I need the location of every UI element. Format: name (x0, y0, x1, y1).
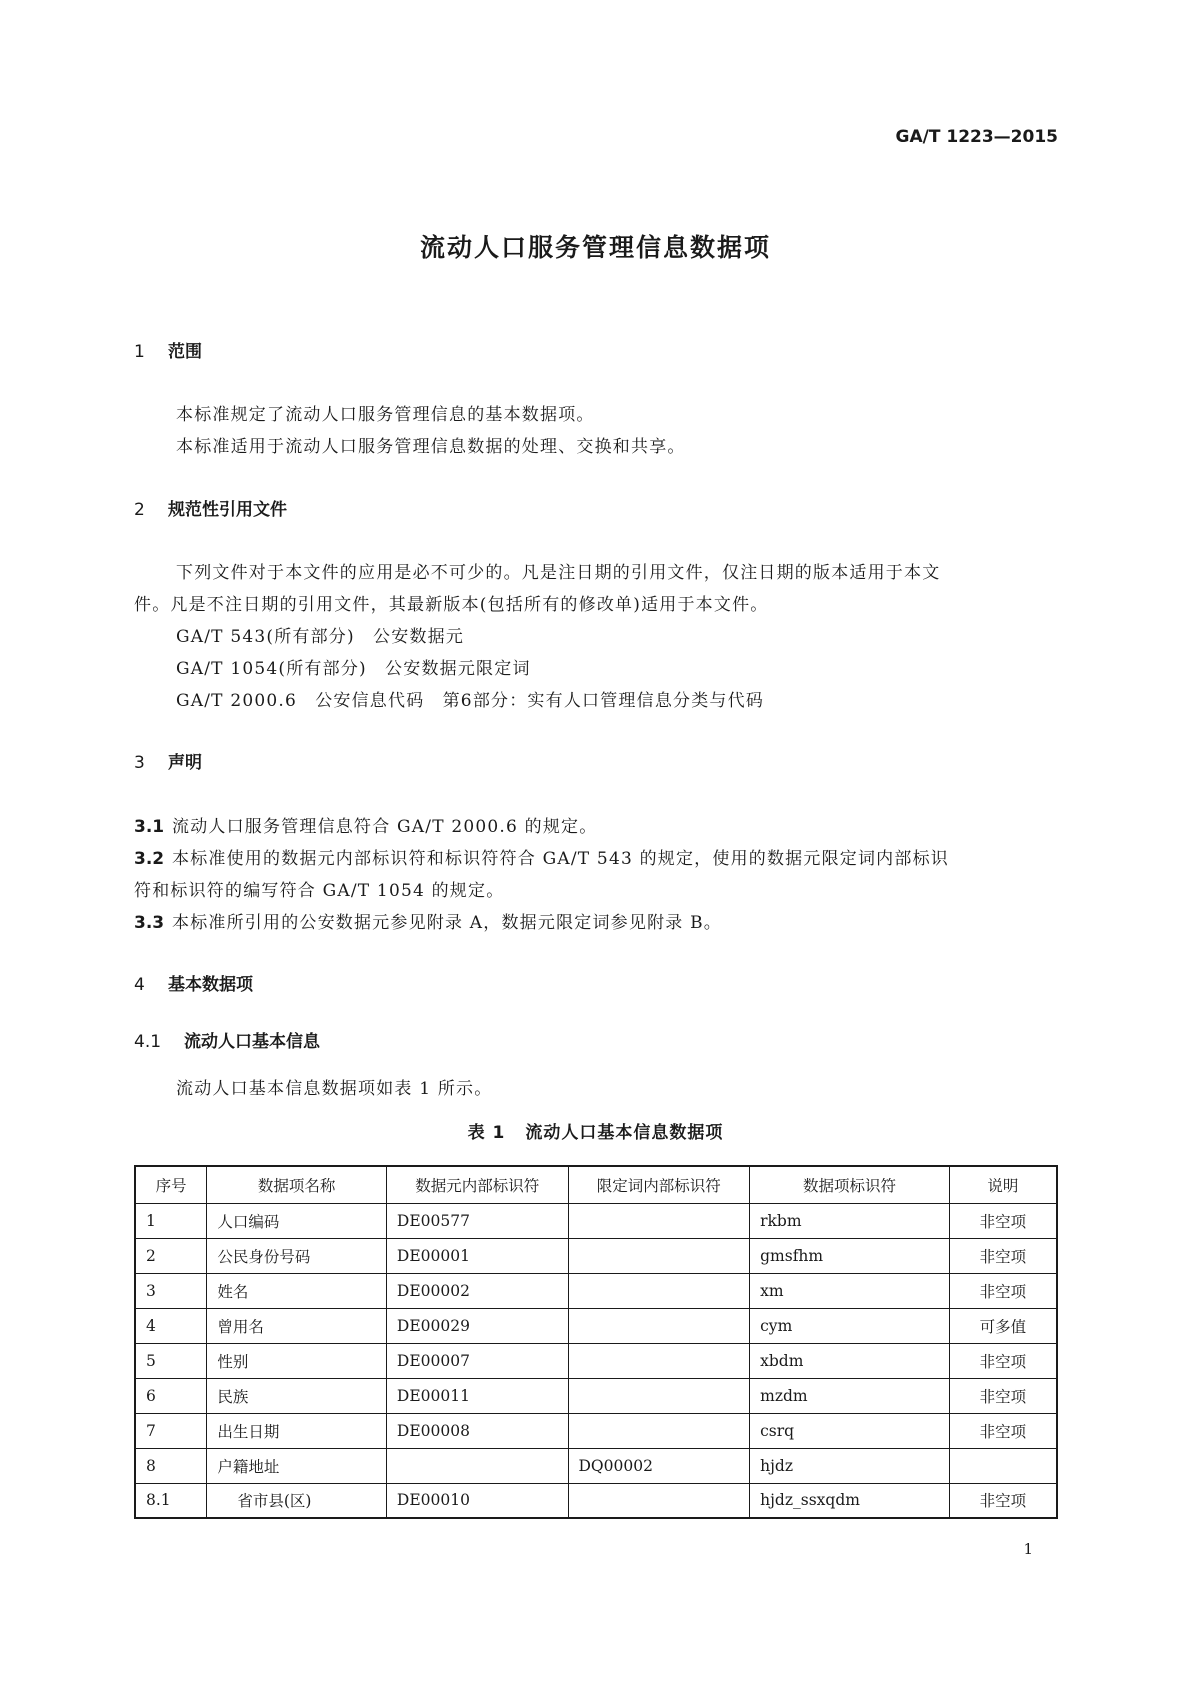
cell-dq-id (568, 1308, 750, 1343)
cell-item-id: mzdm (750, 1378, 950, 1413)
cell-item-id: hjdz (750, 1448, 950, 1483)
cell-note: 非空项 (949, 1273, 1057, 1308)
cell-note: 非空项 (949, 1378, 1057, 1413)
cell-dq-id: DQ00002 (568, 1448, 750, 1483)
reference-item: GA/T 2000.6 公安信息代码 第6部分：实有人口管理信息分类与代码 (176, 691, 765, 711)
cell-note: 非空项 (949, 1483, 1057, 1518)
cell-seq: 4 (135, 1308, 207, 1343)
cell-seq: 1 (135, 1203, 207, 1238)
section-4-1-heading: 4.1 流动人口基本信息 (134, 1032, 320, 1052)
clause-3-2-cont: 符和标识符的编写符合 GA/T 1054 的规定。 (134, 881, 505, 901)
cell-seq: 6 (135, 1378, 207, 1413)
table-row (135, 1308, 1057, 1343)
document-title: 流动人口服务管理信息数据项 (419, 233, 771, 262)
cell-dq-id (568, 1343, 750, 1378)
table-row (135, 1483, 1057, 1518)
cell-dq-id (568, 1483, 750, 1518)
page-number: 1 (1023, 1540, 1033, 1558)
cell-de-id: DE00007 (386, 1343, 568, 1378)
column-header: 限定词内部标识符 (568, 1166, 750, 1203)
cell-item-name: 姓名 (207, 1273, 387, 1308)
cell-dq-id (568, 1378, 750, 1413)
cell-dq-id (568, 1203, 750, 1238)
cell-item-name: 省市县(区) (207, 1483, 387, 1518)
table-row (135, 1378, 1057, 1413)
clause-3-1: 3.1 流动人口服务管理信息符合 GA/T 2000.6 的规定。 (134, 817, 598, 837)
cell-note: 可多值 (949, 1308, 1057, 1343)
column-header: 序号 (135, 1166, 207, 1203)
cell-de-id (386, 1448, 568, 1483)
section-2-heading: 2 规范性引用文件 (134, 500, 287, 520)
cell-item-name: 曾用名 (207, 1308, 387, 1343)
cell-de-id: DE00011 (386, 1378, 568, 1413)
cell-item-id: xm (750, 1273, 950, 1308)
cell-de-id: DE00010 (386, 1483, 568, 1518)
cell-note: 非空项 (949, 1343, 1057, 1378)
cell-seq: 2 (135, 1238, 207, 1273)
cell-note: 非空项 (949, 1413, 1057, 1448)
cell-dq-id (568, 1273, 750, 1308)
cell-item-name: 出生日期 (207, 1413, 387, 1448)
clause-3-2: 3.2 本标准使用的数据元内部标识符和标识符符合 GA/T 543 的规定，使用的数据元限定词内部标识 (134, 849, 949, 869)
table-row (135, 1343, 1057, 1378)
cell-dq-id (568, 1238, 750, 1273)
standard-number: GA/T 1223—2015 (895, 127, 1058, 147)
table-row (135, 1413, 1057, 1448)
cell-item-name: 公民身份号码 (207, 1238, 387, 1273)
cell-seq: 3 (135, 1273, 207, 1308)
section-1-paragraph: 本标准适用于流动人口服务管理信息数据的处理、交换和共享。 (176, 437, 686, 457)
column-header: 说明 (949, 1166, 1057, 1203)
cell-seq: 7 (135, 1413, 207, 1448)
column-header: 数据项标识符 (750, 1166, 950, 1203)
reference-item: GA/T 543(所有部分) 公安数据元 (176, 627, 465, 647)
cell-seq: 8 (135, 1448, 207, 1483)
cell-item-name: 民族 (207, 1378, 387, 1413)
section-2-intro: 下列文件对于本文件的应用是必不可少的。凡是注日期的引用文件，仅注日期的版本适用于本文 (176, 563, 941, 583)
cell-dq-id (568, 1413, 750, 1448)
reference-item: GA/T 1054(所有部分) 公安数据元限定词 (176, 659, 531, 679)
cell-item-name: 性别 (207, 1343, 387, 1378)
cell-note: 非空项 (949, 1203, 1057, 1238)
cell-item-id: xbdm (750, 1343, 950, 1378)
section-1-paragraph: 本标准规定了流动人口服务管理信息的基本数据项。 (176, 405, 595, 425)
table-caption: 表 1 流动人口基本信息数据项 (467, 1123, 724, 1143)
section-4-heading: 4 基本数据项 (134, 975, 253, 995)
section-1-heading: 1 范围 (134, 342, 202, 362)
section-2-intro-cont: 件。凡是不注日期的引用文件，其最新版本(包括所有的修改单)适用于本文件。 (134, 595, 769, 615)
column-header: 数据元内部标识符 (386, 1166, 568, 1203)
section-3-heading: 3 声明 (134, 753, 202, 773)
table-header-row (135, 1166, 1057, 1203)
cell-de-id: DE00008 (386, 1413, 568, 1448)
table-row (135, 1203, 1057, 1238)
column-header: 数据项名称 (207, 1166, 387, 1203)
cell-note: 非空项 (949, 1238, 1057, 1273)
cell-item-id: hjdz_ssxqdm (750, 1483, 950, 1518)
cell-de-id: DE00002 (386, 1273, 568, 1308)
cell-de-id: DE00001 (386, 1238, 568, 1273)
cell-item-id: gmsfhm (750, 1238, 950, 1273)
cell-seq: 5 (135, 1343, 207, 1378)
section-4-1-paragraph: 流动人口基本信息数据项如表 1 所示。 (176, 1079, 493, 1099)
cell-de-id: DE00029 (386, 1308, 568, 1343)
cell-seq: 8.1 (135, 1483, 207, 1518)
table-row (135, 1273, 1057, 1308)
cell-item-id: rkbm (750, 1203, 950, 1238)
cell-item-id: csrq (750, 1413, 950, 1448)
table-row (135, 1448, 1057, 1483)
cell-item-name: 户籍地址 (207, 1448, 387, 1483)
clause-3-3: 3.3 本标准所引用的公安数据元参见附录 A，数据元限定词参见附录 B。 (134, 913, 722, 933)
data-items-table (134, 1165, 1058, 1519)
cell-item-name: 人口编码 (207, 1203, 387, 1238)
table-row (135, 1238, 1057, 1273)
cell-item-id: cym (750, 1308, 950, 1343)
cell-note (949, 1448, 1057, 1483)
cell-de-id: DE00577 (386, 1203, 568, 1238)
